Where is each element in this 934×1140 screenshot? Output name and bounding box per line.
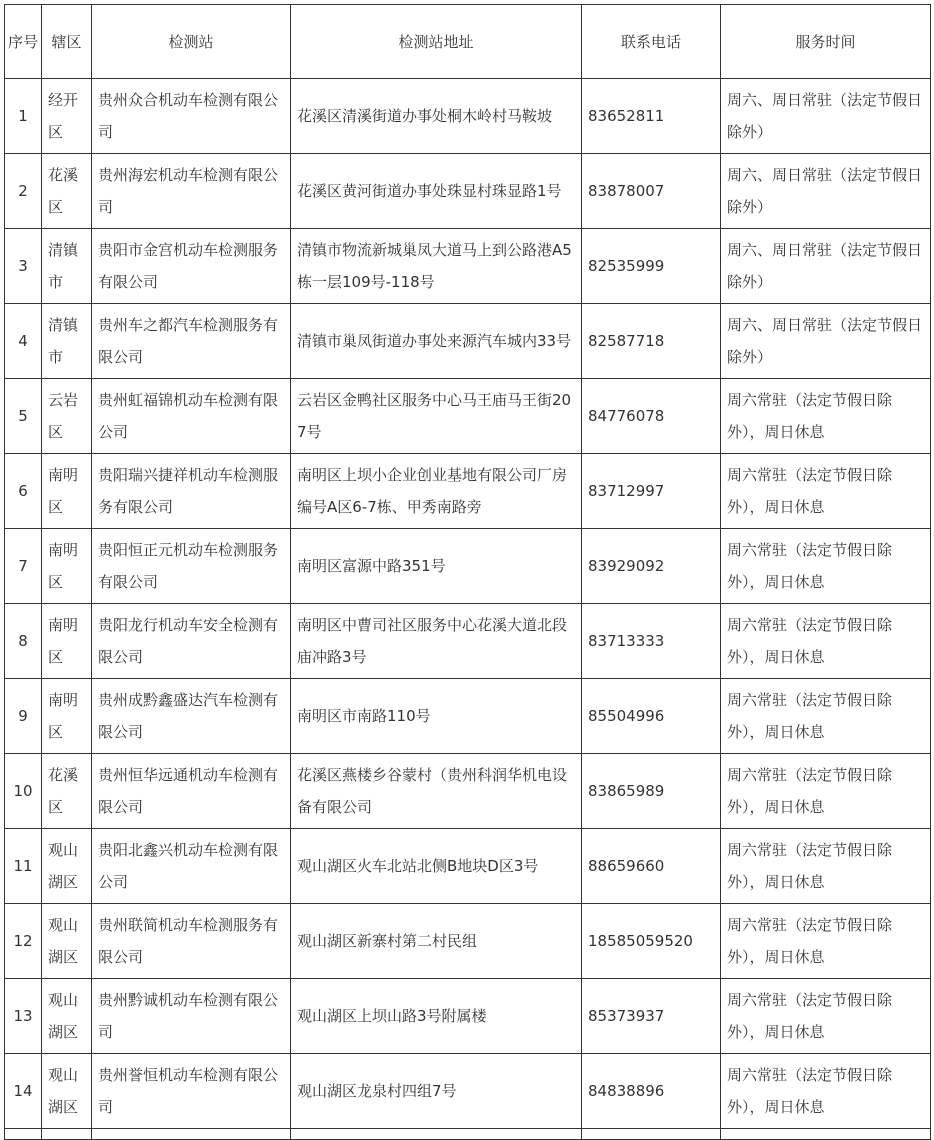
row-address: 观山湖区火车北站北侧B地块D区3号 bbox=[291, 829, 582, 904]
header-index: 序号 bbox=[5, 5, 42, 79]
empty-cell bbox=[721, 1129, 931, 1140]
table-row bbox=[5, 754, 931, 829]
row-district: 云岩区 bbox=[42, 379, 92, 454]
row-station: 贵州虹福锦机动车检测有限公司 bbox=[92, 379, 291, 454]
row-address: 南明区富源中路351号 bbox=[291, 529, 582, 604]
row-district: 清镇市 bbox=[42, 229, 92, 304]
row-index: 10 bbox=[5, 754, 42, 829]
row-hours: 周六、周日常驻（法定节假日除外） bbox=[721, 79, 931, 154]
row-district: 观山湖区 bbox=[42, 904, 92, 979]
row-address: 清镇市巢凤街道办事处来源汽车城内33号 bbox=[291, 304, 582, 379]
row-station: 贵州联简机动车检测服务有限公司 bbox=[92, 904, 291, 979]
table-row bbox=[5, 529, 931, 604]
header-station: 检测站 bbox=[92, 5, 291, 79]
empty-cell bbox=[5, 1129, 42, 1140]
row-hours: 周六常驻（法定节假日除外），周日休息 bbox=[721, 454, 931, 529]
row-index: 1 bbox=[5, 79, 42, 154]
row-phone: 18585059520 bbox=[582, 904, 721, 979]
row-phone: 82535999 bbox=[582, 229, 721, 304]
row-address: 观山湖区龙泉村四组7号 bbox=[291, 1054, 582, 1129]
row-district: 花溪区 bbox=[42, 154, 92, 229]
empty-cell bbox=[42, 1129, 92, 1140]
header-address: 检测站地址 bbox=[291, 5, 582, 79]
row-district: 花溪区 bbox=[42, 754, 92, 829]
row-phone: 85504996 bbox=[582, 679, 721, 754]
row-phone: 83865989 bbox=[582, 754, 721, 829]
row-index: 2 bbox=[5, 154, 42, 229]
row-hours: 周六、周日常驻（法定节假日除外） bbox=[721, 154, 931, 229]
table-row bbox=[5, 154, 931, 229]
row-station: 贵阳市金宫机动车检测服务有限公司 bbox=[92, 229, 291, 304]
row-phone: 83712997 bbox=[582, 454, 721, 529]
row-district: 南明区 bbox=[42, 529, 92, 604]
table-row bbox=[5, 904, 931, 979]
row-station: 贵阳龙行机动车安全检测有限公司 bbox=[92, 604, 291, 679]
row-address: 观山湖区上坝山路3号附属楼 bbox=[291, 979, 582, 1054]
row-hours: 周六常驻（法定节假日除外），周日休息 bbox=[721, 829, 931, 904]
row-station: 贵州誉恒机动车检测有限公司 bbox=[92, 1054, 291, 1129]
row-phone: 82587718 bbox=[582, 304, 721, 379]
row-index: 8 bbox=[5, 604, 42, 679]
header-phone: 联系电话 bbox=[582, 5, 721, 79]
header-district: 辖区 bbox=[42, 5, 92, 79]
table-row bbox=[5, 979, 931, 1054]
header-hours: 服务时间 bbox=[721, 5, 931, 79]
row-station: 贵阳恒正元机动车检测服务有限公司 bbox=[92, 529, 291, 604]
row-district: 经开区 bbox=[42, 79, 92, 154]
row-station: 贵阳瑞兴捷祥机动车检测服务有限公司 bbox=[92, 454, 291, 529]
row-index: 14 bbox=[5, 1054, 42, 1129]
table-row bbox=[5, 379, 931, 454]
row-station: 贵州海宏机动车检测有限公司 bbox=[92, 154, 291, 229]
row-hours: 周六、周日常驻（法定节假日除外） bbox=[721, 229, 931, 304]
row-index: 13 bbox=[5, 979, 42, 1054]
row-address: 南明区中曹司社区服务中心花溪大道北段庙冲路3号 bbox=[291, 604, 582, 679]
row-district: 南明区 bbox=[42, 604, 92, 679]
row-hours: 周六常驻（法定节假日除外），周日休息 bbox=[721, 904, 931, 979]
row-address: 花溪区燕楼乡谷蒙村（贵州科润华机电设备有限公司 bbox=[291, 754, 582, 829]
row-phone: 83713333 bbox=[582, 604, 721, 679]
row-phone: 84838896 bbox=[582, 1054, 721, 1129]
row-address: 南明区市南路110号 bbox=[291, 679, 582, 754]
row-district: 观山湖区 bbox=[42, 1054, 92, 1129]
row-district: 南明区 bbox=[42, 454, 92, 529]
table-row bbox=[5, 454, 931, 529]
row-hours: 周六常驻（法定节假日除外），周日休息 bbox=[721, 604, 931, 679]
table-row bbox=[5, 679, 931, 754]
row-station: 贵阳北鑫兴机动车检测有限公司 bbox=[92, 829, 291, 904]
row-address: 花溪区清溪街道办事处桐木岭村马鞍坡 bbox=[291, 79, 582, 154]
row-address: 云岩区金鸭社区服务中心马王庙马王街207号 bbox=[291, 379, 582, 454]
row-phone: 84776078 bbox=[582, 379, 721, 454]
row-district: 观山湖区 bbox=[42, 829, 92, 904]
row-index: 6 bbox=[5, 454, 42, 529]
row-phone: 85373937 bbox=[582, 979, 721, 1054]
table-row bbox=[5, 79, 931, 154]
row-station: 贵州成黔鑫盛达汽车检测有限公司 bbox=[92, 679, 291, 754]
row-district: 清镇市 bbox=[42, 304, 92, 379]
row-phone: 88659660 bbox=[582, 829, 721, 904]
row-hours: 周六常驻（法定节假日除外），周日休息 bbox=[721, 1054, 931, 1129]
row-station: 贵州黔诚机动车检测有限公司 bbox=[92, 979, 291, 1054]
row-hours: 周六常驻（法定节假日除外），周日休息 bbox=[721, 979, 931, 1054]
empty-cell bbox=[92, 1129, 291, 1140]
row-index: 12 bbox=[5, 904, 42, 979]
table-row bbox=[5, 1054, 931, 1129]
empty-cell bbox=[291, 1129, 582, 1140]
row-index: 7 bbox=[5, 529, 42, 604]
row-hours: 周六、周日常驻（法定节假日除外） bbox=[721, 304, 931, 379]
row-address: 南明区上坝小企业创业基地有限公司厂房编号A区6-7栋、甲秀南路旁 bbox=[291, 454, 582, 529]
table-row bbox=[5, 229, 931, 304]
row-index: 4 bbox=[5, 304, 42, 379]
row-station: 贵州众合机动车检测有限公司 bbox=[92, 79, 291, 154]
table-row bbox=[5, 604, 931, 679]
row-hours: 周六常驻（法定节假日除外），周日休息 bbox=[721, 529, 931, 604]
row-address: 清镇市物流新城巢凤大道马上到公路港A5栋一层109号-118号 bbox=[291, 229, 582, 304]
row-phone: 83929092 bbox=[582, 529, 721, 604]
empty-cell bbox=[582, 1129, 721, 1140]
header-row bbox=[5, 5, 931, 79]
row-hours: 周六常驻（法定节假日除外），周日休息 bbox=[721, 379, 931, 454]
row-station: 贵州车之都汽车检测服务有限公司 bbox=[92, 304, 291, 379]
row-phone: 83652811 bbox=[582, 79, 721, 154]
row-address: 观山湖区新寨村第二村民组 bbox=[291, 904, 582, 979]
table-row bbox=[5, 304, 931, 379]
row-address: 花溪区黄河街道办事处珠显村珠显路1号 bbox=[291, 154, 582, 229]
row-phone: 83878007 bbox=[582, 154, 721, 229]
row-hours: 周六常驻（法定节假日除外），周日休息 bbox=[721, 754, 931, 829]
row-index: 9 bbox=[5, 679, 42, 754]
row-station: 贵州恒华远通机动车检测有限公司 bbox=[92, 754, 291, 829]
table-row bbox=[5, 829, 931, 904]
table-row-partial bbox=[5, 1129, 931, 1140]
row-index: 3 bbox=[5, 229, 42, 304]
row-district: 观山湖区 bbox=[42, 979, 92, 1054]
row-district: 南明区 bbox=[42, 679, 92, 754]
inspection-stations-table bbox=[4, 4, 931, 1140]
row-hours: 周六常驻（法定节假日除外），周日休息 bbox=[721, 679, 931, 754]
row-index: 5 bbox=[5, 379, 42, 454]
row-index: 11 bbox=[5, 829, 42, 904]
